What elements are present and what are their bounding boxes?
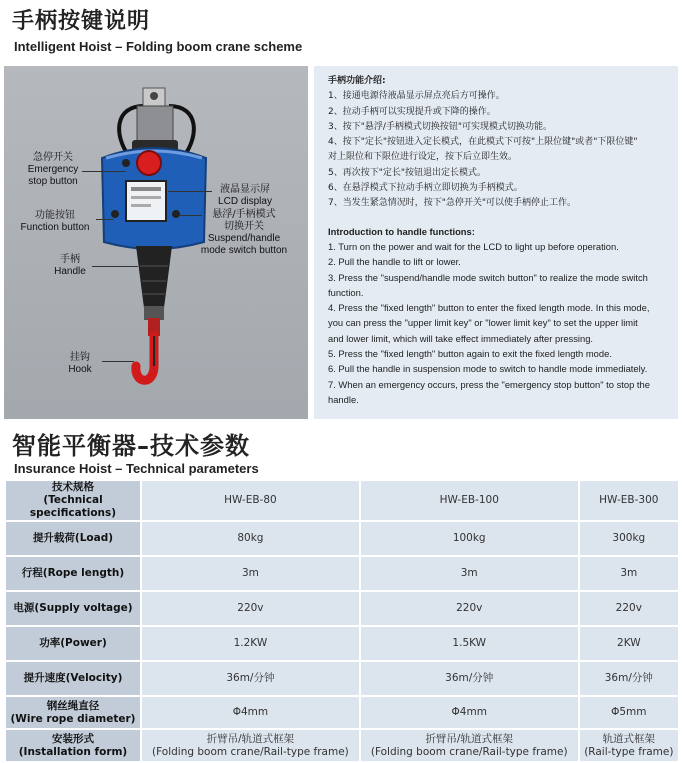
table-row bbox=[6, 662, 678, 695]
table-row bbox=[6, 592, 678, 625]
header-label-cell bbox=[6, 481, 140, 520]
table-cell: 1.2KW bbox=[142, 627, 359, 660]
row-label: 提升速度(Velocity) bbox=[6, 662, 140, 695]
section-title-cn: 手柄按键说明 bbox=[12, 9, 151, 34]
model-cell: HW-EB-100 bbox=[361, 481, 578, 520]
model-cell: HW-EB-80 bbox=[142, 481, 359, 520]
functions-cn-heading: 手柄功能介绍: bbox=[328, 76, 386, 86]
functions-cn-item: 1、接通电源待液晶显示屏点亮后方可操作。 bbox=[328, 91, 505, 102]
install-value-line2: (Folding boom crane/Rail-type frame) bbox=[152, 745, 349, 758]
section2-title-cn: 智能平衡器–技术参数 bbox=[12, 432, 250, 460]
functions-en-item: 2. Pull the handle to lift or lower. bbox=[328, 256, 461, 268]
table-cell: 100kg bbox=[361, 522, 578, 555]
functions-en-item: you can press the "upper limit key" or "lower limit key" to set the upper limit bbox=[328, 317, 638, 329]
callout-line bbox=[82, 171, 126, 172]
handle-functions-panel bbox=[314, 66, 678, 419]
table-cell: 36m/分钟 bbox=[142, 662, 359, 695]
callout-emergency-stop: 急停开关 Emergency stop button bbox=[27, 152, 79, 187]
callout-line bbox=[92, 266, 138, 267]
callout-line bbox=[96, 219, 114, 220]
table-row bbox=[6, 697, 678, 728]
install-label-cn: 安装形式 bbox=[52, 732, 94, 745]
install-label-en: (Installation form) bbox=[18, 745, 128, 758]
functions-en-item: 6. Pull the handle in suspension mode to switch to handle mode immediately. bbox=[328, 363, 648, 375]
functions-cn-item: 2、拉动手柄可以实现提升或下降的操作。 bbox=[328, 106, 496, 117]
functions-cn-item: 3、按下"悬浮/手柄模式切换按钮"可实现模式切换功能。 bbox=[328, 121, 553, 132]
header-label-en: (Technical specifications) bbox=[29, 494, 117, 519]
functions-cn-item: 4、按下"定长"按钮进入定长模式，在此模式下可按"上限位键"或者"下限位键" bbox=[328, 137, 638, 148]
install-value-line1: 折臂吊/轨道式框架 bbox=[206, 732, 295, 745]
functions-en-item: and lower limit, which will take effect immediately after pressing. bbox=[328, 332, 594, 344]
row-label: 行程(Rope length) bbox=[6, 557, 140, 590]
install-value-line1: 轨道式框架 bbox=[602, 732, 656, 745]
table-cell: 1.5KW bbox=[361, 627, 578, 660]
table-cell bbox=[142, 730, 359, 761]
callout-hook: 挂钩 Hook bbox=[68, 352, 92, 375]
functions-en-heading: Introduction to handle functions: bbox=[328, 225, 475, 237]
row-label bbox=[6, 697, 140, 728]
table-row bbox=[6, 730, 678, 761]
callout-line bbox=[168, 191, 212, 192]
callout-function-button: 功能按钮 Function button bbox=[20, 210, 90, 233]
functions-en-item: 5. Press the "fixed length" button again to exit the fixed length mode. bbox=[328, 348, 612, 360]
functions-en-item: 3. Press the "suspend/handle mode switch button" to realize the mode switch bbox=[328, 271, 648, 283]
table-cell: Φ5mm bbox=[580, 697, 678, 728]
table-header-row bbox=[6, 481, 678, 520]
tech-params-table bbox=[4, 479, 680, 763]
table-cell bbox=[361, 730, 578, 761]
callout-line bbox=[102, 361, 134, 362]
functions-cn-item: 对上限位和下限位进行设定，按下后立即生效。 bbox=[328, 152, 518, 163]
model-cell: HW-EB-300 bbox=[580, 481, 678, 520]
callout-lcd-display: 液晶显示屏 LCD display bbox=[218, 184, 272, 207]
table-cell: 3m bbox=[142, 557, 359, 590]
rope-label-cn: 钢丝绳直径 bbox=[46, 699, 100, 712]
table-row bbox=[6, 522, 678, 555]
row-label: 功率(Power) bbox=[6, 627, 140, 660]
functions-en-item: 1. Turn on the power and wait for the LCD to light up before operation. bbox=[328, 240, 619, 252]
table-row bbox=[6, 557, 678, 590]
callout-handle: 手柄 Handle bbox=[54, 254, 86, 277]
section-subtitle-en: Intelligent Hoist – Folding boom crane scheme bbox=[14, 39, 303, 54]
table-cell: 3m bbox=[361, 557, 578, 590]
rope-label-en: (Wire rope diameter) bbox=[10, 712, 136, 725]
functions-en-item: 4. Press the "fixed length" button to enter the fixed length mode. In this mode, bbox=[328, 302, 650, 314]
table-cell: 300kg bbox=[580, 522, 678, 555]
table-cell bbox=[580, 730, 678, 761]
install-value-line2: (Rail-type frame) bbox=[584, 745, 674, 758]
table-cell: 36m/分钟 bbox=[580, 662, 678, 695]
table-cell: 220v bbox=[361, 592, 578, 625]
install-value-line1: 折臂吊/轨道式框架 bbox=[425, 732, 513, 745]
header-label-cn: 技术规格 bbox=[52, 481, 94, 493]
table-cell: 3m bbox=[580, 557, 678, 590]
functions-cn-item: 6、在悬浮模式下拉动手柄立即切换为手柄模式。 bbox=[328, 183, 523, 194]
table-cell: Φ4mm bbox=[142, 697, 359, 728]
callout-mode-switch: 悬浮/手柄模式 切换开关 Suspend/handle mode switch button bbox=[200, 209, 288, 256]
table-cell: 2KW bbox=[580, 627, 678, 660]
functions-en-item: handle. bbox=[328, 393, 359, 405]
row-label bbox=[6, 730, 140, 761]
functions-en-item: function. bbox=[328, 286, 364, 298]
table-cell: 80kg bbox=[142, 522, 359, 555]
functions-en-item: 7. When an emergency occurs, press the "emergency stop button" to stop the bbox=[328, 378, 650, 390]
table-cell: Φ4mm bbox=[361, 697, 578, 728]
row-label: 电源(Supply voltage) bbox=[6, 592, 140, 625]
functions-cn-item: 5、再次按下"定长"按钮退出定长模式。 bbox=[328, 167, 487, 178]
table-cell: 220v bbox=[142, 592, 359, 625]
install-value-line2: (Folding boom crane/Rail-type frame) bbox=[370, 745, 568, 758]
table-cell: 220v bbox=[580, 592, 678, 625]
table-row bbox=[6, 627, 678, 660]
callout-line bbox=[180, 215, 202, 216]
section2-subtitle-en: Insurance Hoist – Technical parameters bbox=[14, 461, 259, 476]
functions-cn-item: 7、当发生紧急情况时，按下"急停开关"可以使手柄停止工作。 bbox=[328, 198, 577, 209]
product-image-panel bbox=[4, 66, 308, 419]
table-cell: 36m/分钟 bbox=[361, 662, 578, 695]
row-label: 提升载荷(Load) bbox=[6, 522, 140, 555]
